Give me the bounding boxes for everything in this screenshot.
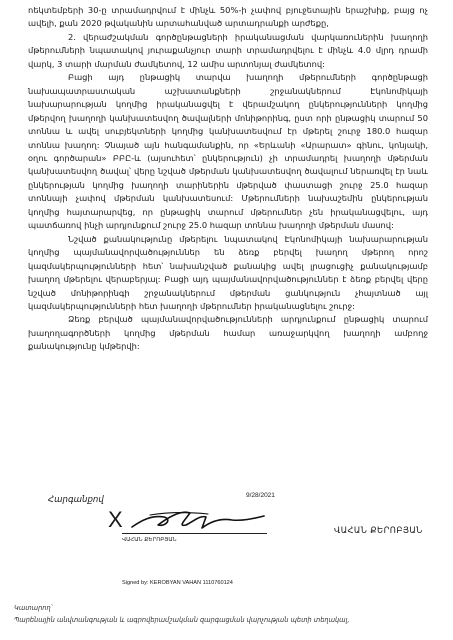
signature-x-mark: X [108,507,123,532]
paragraph-monitoring: Բացի այդ ընթացիկ տարվա խաղողի մթերումների գործընթացի նախապատրաստական աշխատանքների շրջանակներում Էկոնոմիկայի նախարարության կողմից իրականացվել է վերամշակող ընկերությունների կողմից մթերվող խաղողի կանխատեսվող ծավալների մոնիթորինգ, ըստ որի ընթացիկ տարում 50 տոննա և ավել սուբյեկտների կողմից կանխատեսվում էր մթերել շուրջ 180.0 հազար տոննա խաղող: Չնայած այն հանգամանքին, որ «Երևանի «Արարատ» գինու, կոնյակի, օղու գործարան» ԲԲԸ-և (այսուհետ՝ ընկերություն) չի տրամադրել խաղողի մթերման կանխատեսվող ծավալ՝ վերը նշված մթերման կանխատեսվող ծավալում ներառվել էր նաև ընկերության կողմից խաղողի տարիներին մթերված փաստացի շուրջ 25.0 հազար տոննայի չափով մթերման կանխատեսում: Մթերումների նախաշեմին ընկերության կողմից հայտարարվեց, որ ընթացիկ տարում մթերումներ չեն իրականացվելու, այդ պատճառով ինչի արդյունքում շուրջ 25.0 հազար տոննա խաղողի մթերման մասով: [28,72,428,231]
paragraph-continuation: ոեկտեմբերի 30-ը տրամադրվում է մինչև 50%-ի չափով բյուջետային երաշխիք, բայց ոչ ավելի, քան 2020 թվականին արտահանված արտադրանքի արժեքը, [28,5,428,29]
letter-body [28,4,428,354]
signed-by-text: Signed by: KEROBYAN VAHAN 1110760124 [122,580,233,586]
paragraph-loan-item: 2. վերաժշակման գործընթացների իրականացման վարկառուներին խաղողի մթերումների նպատակով յուրաքանչյուր տարի տրամադրվելու է մինչև 4.0 մլրդ դրամի վարկ, 3 տարի մարման ժամկետով, 12 ամիս արտոնյալ ժամկետով: [28,31,428,69]
paragraph-conclusion: Ձեռք բերված պայմանավորվածությունների արդյունքում ընթացիկ տարում խաղողագործների կողմից մթերման համար առաջարկվող խաղողի ամբողջ քանակությունը կմթերվի: [28,314,428,352]
signature-line [122,533,267,534]
signature-printed-name: ՎԱՀԱՆ ՔԵՐՈԲՅԱՆ [122,537,177,543]
handwritten-signature [128,506,268,534]
signature-date: 9/28/2021 [246,492,275,499]
closing-greeting: Հարգանքով [48,495,104,505]
signer-name: ՎԱՀԱՆ ՔԵՐՈԲՅԱՆ [334,525,423,535]
paragraph-agreements: Նշված քանակությունը մթերելու նպատակով Էկոնոմիկայի նախարարության կողմից պայմանավորվածություններ են ձեռք բերվել խաղող մթերող որոշ կազմակերպությունների հետ՝ նախանշված քանակից ավել լրացուցիչ քանակությամբ խաղող մթերելու վերաբերյալ: Բացի այդ պայմանավորվածություններ է ձեռք բերվել վերը նշված մոնիթորինգի շրջանակներում մթերման ցանկություն չհայտնած այլ կազմակերպությունների հետ խաղողի մթերումներ իրականացնելու շուրջ: [28,233,428,311]
executor-label: Կատարող՝ [14,604,53,612]
executor-note: Պարենային անվտանգության և ագրովերամշակման զարգացման վարչության պետի տեղակալ, [14,616,350,624]
